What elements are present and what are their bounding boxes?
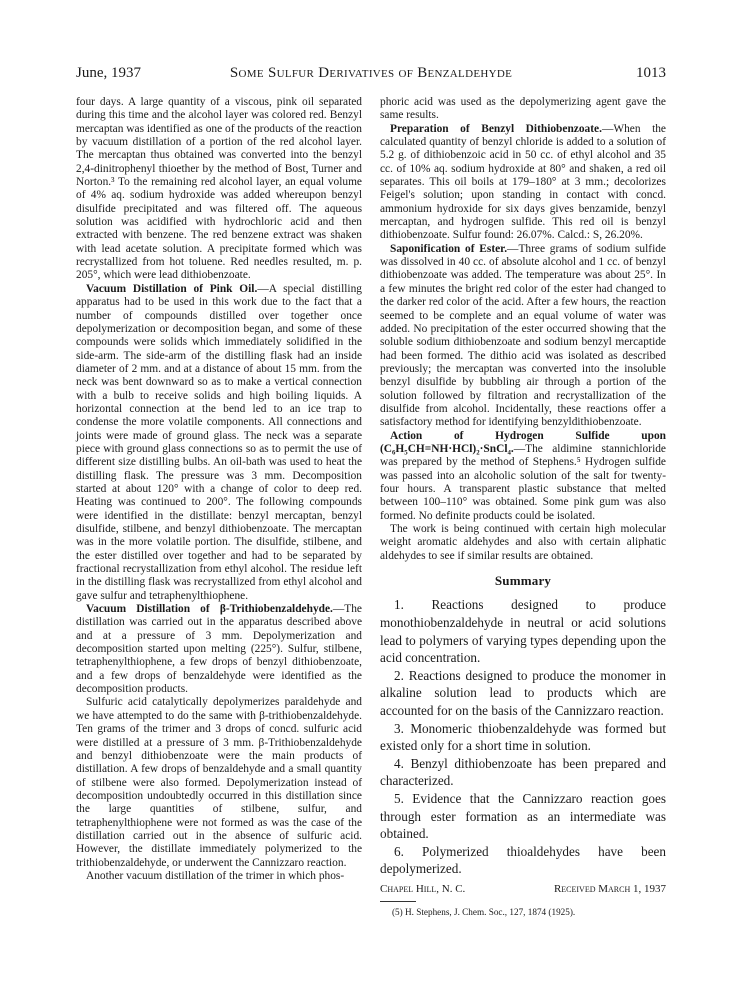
summary-heading: Summary [494, 573, 552, 589]
paragraph: Sulfuric acid catalytically depolymerizes paraldehyde and we have attempted to do the same with β-trithiobenzaldehyde. Ten grams of the trimer and 3 drops of concd. sulfuric acid were distilled at a pressure of 3 mm. β-Trithiobenzaldehyde and benzyl dithiobenzoate were the main products of distillation. A few drops of benzaldehyde and a small quantity of stilbene were also formed. Depolymerization instead of decomposition undoubtedly occurred in this distillation since the large quantities of stilbene, sulfur, and tetraphenylthiophene were not formed as was the case of the distillation carried out in the absence of sulfuric acid. However, the distillate immediately polymerized to the trithiobenzaldehyde, or underwent the Cannizzaro reaction. [76, 696, 362, 869]
summary-item: 5. Evidence that the Cannizzaro reaction goes through ester formation as an intermediate was obtained. [380, 790, 666, 842]
summary-item: 4. Benzyl dithiobenzoate has been prepared and characterized. [380, 755, 666, 789]
section-heading: Vacuum Distillation of β-Trithiobenzaldehyde. [86, 603, 333, 616]
paragraph-text: —Three grams of sodium sulfide was dissolved in 40 cc. of absolute alcohol and 1 cc. of benzyl dithiobenzoate was added. The temperature was about 25°. In a few minutes the bright red color of the ester had changed to the darker red color of the acid. After a few hours, the reaction seemed to be complete and an equal volume of water was added. No precipitation of the ester occurred showing that the soluble sodium dithiobenzoate and sodium benzyl mercaptide had been formed. The dithio acid was isolated as described previously; the mercaptan was converted into the insoluble benzyl disulfide by bubbling air through a portion of the solution followed by filtration and recrystallization of the disulfide from alcohol. Incidentally, these reactions offer a satisfactory method for identifying benzyldithiobenzoate. [380, 242, 666, 429]
paragraph: The work is being continued with certain high molecular weight aromatic aldehydes and also with certain aliphatic aldehydes to see if similar results are obtained. [380, 523, 666, 562]
section-heading: Preparation of Benzyl Dithiobenzoate. [390, 122, 602, 135]
header-date: June, 1937 [76, 65, 141, 81]
section-heading: Action of Hydrogen Sulfide upon (C₆H₅CH=NH·HCl)₂·SnCl₄. [380, 429, 666, 455]
institution-location: Chapel Hill, N. C. [380, 882, 466, 895]
paragraph-text: —When the calculated quantity of benzyl chloride is added to a solution of 5.2 g. of dithiobenzoic acid in 50 cc. of ethyl alcohol and 35 cc. of 10% aq. sodium hydroxide at 80° and shaken, a red oil separates. This oil boils at 179–180° at 3 mm.; decolorizes Feigel's solution; upon standing in contact with concd. ammonium hydroxide for six days gives benzamide, benzyl mercaptan, and hydrogen sulfide. This red oil is benzyl dithiobenzoate. Sulfur found: 26.07%. Calcd.: S, 26.20%. [380, 122, 666, 242]
paragraph [380, 430, 666, 523]
section-heading: Saponification of Ester. [390, 242, 508, 255]
paragraph-text: —A special distilling apparatus had to be used in this work due to the fact that a number of compounds distilled over together once depolymerization or decomposition began, and some of these compounds were solids which immediately solidified in the side-arm. The side-arm of the distilling flask had an inside diameter of 2 mm. and at a distance of about 15 mm. from the neck was bent downward so as to make a vertical connection with a bulb to receive solids and high boiling liquids. A horizontal connection at the bend led to an ice trap to condense the more volatile components. All connections and joints were made of ground glass. The neck was a separate piece with ground glass connections so as to permit the use of different size distilling bulbs. An oil-bath was used to heat the distilling flask. The pressure was 3 mm. Decomposition started at about 120° with a change of color to deep red. Heating was continued to 200°. The following compounds were identified in the distillate: benzyl mercaptan, benzyl disulfide, stilbene, and benzyl dithiobenzoate. The mercaptan was in the more volatile portion. The disulfide, stilbene, and the ester distilled over together and had to be separated by fractional recrystallization from ethyl alcohol. The residue left in the distilling flask was recrystallized from ethyl alcohol and gave sulfur and tetraphenylthiophene. [76, 282, 362, 602]
summary-item: 2. Reactions designed to produce the monomer in alkaline solution lead to products which are accounted for on the basis of the Cannizzaro reaction. [380, 667, 666, 718]
paragraph-text: —The distillation was carried out in the apparatus described above and at a pressure of 3 mm. Depolymerization and decomposition started upon melting (225°). Sulfur, stilbene, tetraphenylthiophene, a few drops of benzyl dithiobenzoate, and a few drops of benzaldehyde were identified as the decomposition products. [76, 603, 362, 696]
left-column [76, 96, 362, 883]
header-title: Some Sulfur Derivatives of Benzaldehyde [229, 65, 513, 81]
section-heading: Vacuum Distillation of Pink Oil. [86, 282, 258, 295]
summary-item: 1. Reactions designed to produce monothiobenzaldehyde in neutral or acid solutions lead to polymers of varying types depending upon the acid concentration. [380, 597, 666, 666]
summary-item: 3. Monomeric thiobenzaldehyde was formed but existed only for a short time in solution. [380, 720, 666, 754]
paragraph: four days. A large quantity of a viscous, pink oil separated during this time and the alcohol layer was colored red. Benzyl mercaptan was identified as one of the products of the reaction by vacuum distillation of a portion of the red alcohol layer. The mercaptan thus obtained was converted into the benzyl 2,4-dinitrophenyl thioether by the method of Bost, Turner and Norton.³ To the remaining red alcohol layer, an equal volume of 4% aq. sodium hydroxide was added whereupon benzyl disulfide precipitated and was filtered off. The aqueous solution was acidified with hydrochloric acid and then extracted with benzene. The red benzene extract was shaken with lead acetate solution. A precipitate formed which was recrystallized from hot toluene. Red needles resulted, m. p. 205°, which were lead dithiobenzoate. [76, 96, 362, 282]
footnote-rule [380, 901, 416, 902]
received-date: Received March 1, 1937 [553, 882, 666, 895]
paragraph [380, 123, 666, 243]
right-column [380, 96, 666, 918]
paragraph [76, 603, 362, 696]
paragraph [380, 243, 666, 430]
summary-item: 6. Polymerized thioaldehydes have been depolymerized. [380, 843, 666, 877]
paragraph: phoric acid was used as the depolymerizing agent gave the same results. [380, 96, 666, 122]
signature-line [380, 883, 666, 899]
paragraph [76, 283, 362, 603]
footnote: (5) H. Stephens, J. Chem. Soc., 127, 1874 (1925). [392, 906, 576, 917]
paragraph-text: —The aldimine stannichloride was prepared by the method of Stephens.⁵ Hydrogen sulfide was passed into an alcoholic solution of the salt for twenty-four hours. A transparent plastic substance that melted between 100–110° was obtained. Some pink gum was also formed. No definite products could be isolated. [380, 442, 666, 522]
running-header [76, 63, 666, 83]
paragraph: Another vacuum distillation of the trimer in which phos- [86, 869, 345, 882]
header-page-number: 1013 [636, 65, 666, 81]
